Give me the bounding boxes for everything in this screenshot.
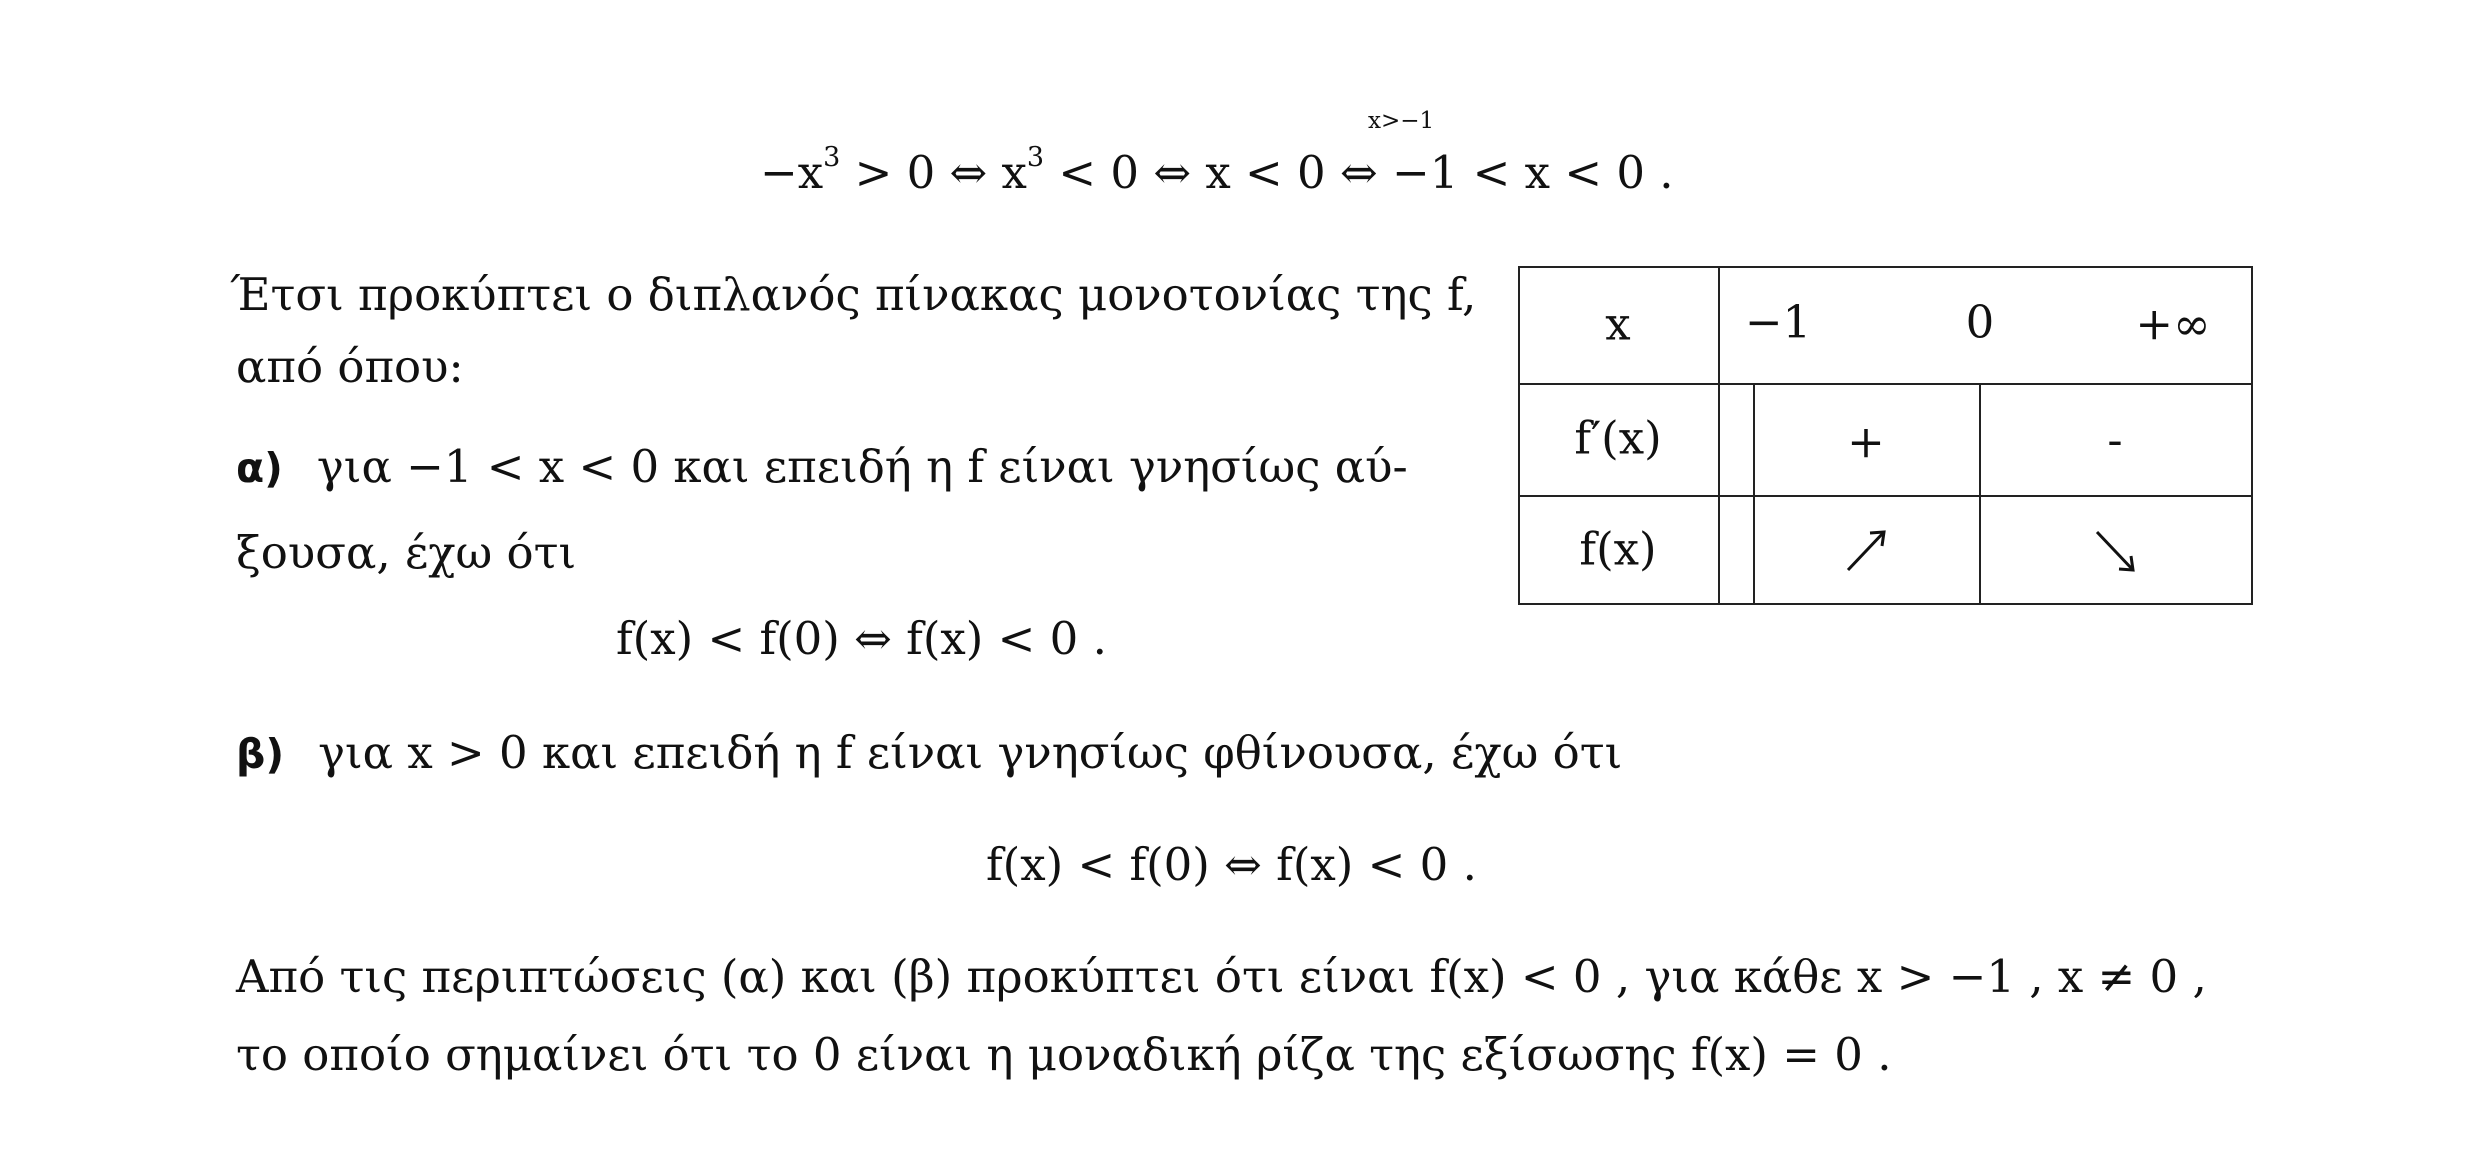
sign-minus: - [2107, 413, 2123, 467]
equivalence-condition: x>−1 [1368, 108, 1435, 134]
arrow-up-right-icon [1836, 520, 1896, 580]
top-equation [760, 142, 1674, 199]
table-border [1518, 383, 2253, 385]
table-border [1518, 266, 2253, 268]
item-label: β) [236, 730, 285, 778]
table-border [1518, 266, 1520, 605]
table-border [1518, 603, 2253, 605]
item-a-line [236, 440, 1408, 493]
table-border [1718, 266, 1720, 605]
item-a-equation: f(x) < f(0) ⇔ f(x) < 0 . [616, 612, 1107, 665]
eq-part: < 0 ⇔ x < 0 [1044, 146, 1340, 199]
item-b-equation: f(x) < f(0) ⇔ f(x) < 0 . [986, 838, 1477, 891]
x-value: 0 [1965, 295, 1995, 349]
conclusion-line: Από τις περιπτώσεις (α) και (β) προκύπτει ότι είναι f(x) < 0 , για κάθε x > −1 , x ≠ 0 , [236, 950, 2207, 1003]
exponent: 3 [1026, 142, 1045, 173]
row-label-function: f(x) [1579, 522, 1657, 576]
eq-part: > 0 ⇔ x [840, 146, 1027, 199]
sign-plus: + [1847, 415, 1885, 469]
row-label-derivative: f′(x) [1574, 411, 1662, 465]
eq-part: −x [760, 146, 824, 199]
monotonicity-table [1518, 266, 2253, 605]
table-border [1753, 383, 1755, 605]
conclusion-line: το οποίο σημαίνει ότι το 0 είναι η μοναδική ρίζα της εξίσωσης f(x) = 0 . [236, 1028, 1892, 1081]
item-text: για x > 0 και επειδή η f είναι γνησίως φθίνουσα, έχω ότι [318, 726, 1623, 779]
item-a-line: ξουσα, έχω ότι [236, 526, 577, 579]
item-text: για −1 < x < 0 και επειδή η f είναι γνησίως αύ- [316, 440, 1408, 493]
arrow-down-right-icon [2085, 520, 2145, 580]
header-x: x [1605, 297, 1631, 351]
paragraph-line: από όπου: [236, 340, 464, 393]
x-value: −1 [1744, 295, 1812, 349]
table-border [1979, 383, 1981, 605]
table-border [2251, 266, 2253, 605]
x-value: +∞ [2135, 297, 2211, 351]
eq-part: ⇔ −1 < x < 0 . [1340, 146, 1674, 199]
item-label: α) [236, 444, 283, 492]
exponent: 3 [823, 142, 841, 173]
item-b-line [236, 726, 1623, 779]
table-border [1518, 495, 2253, 497]
paragraph-line: Έτσι προκύπτει ο διπλανός πίνακας μονοτονίας της f, [230, 268, 1477, 321]
